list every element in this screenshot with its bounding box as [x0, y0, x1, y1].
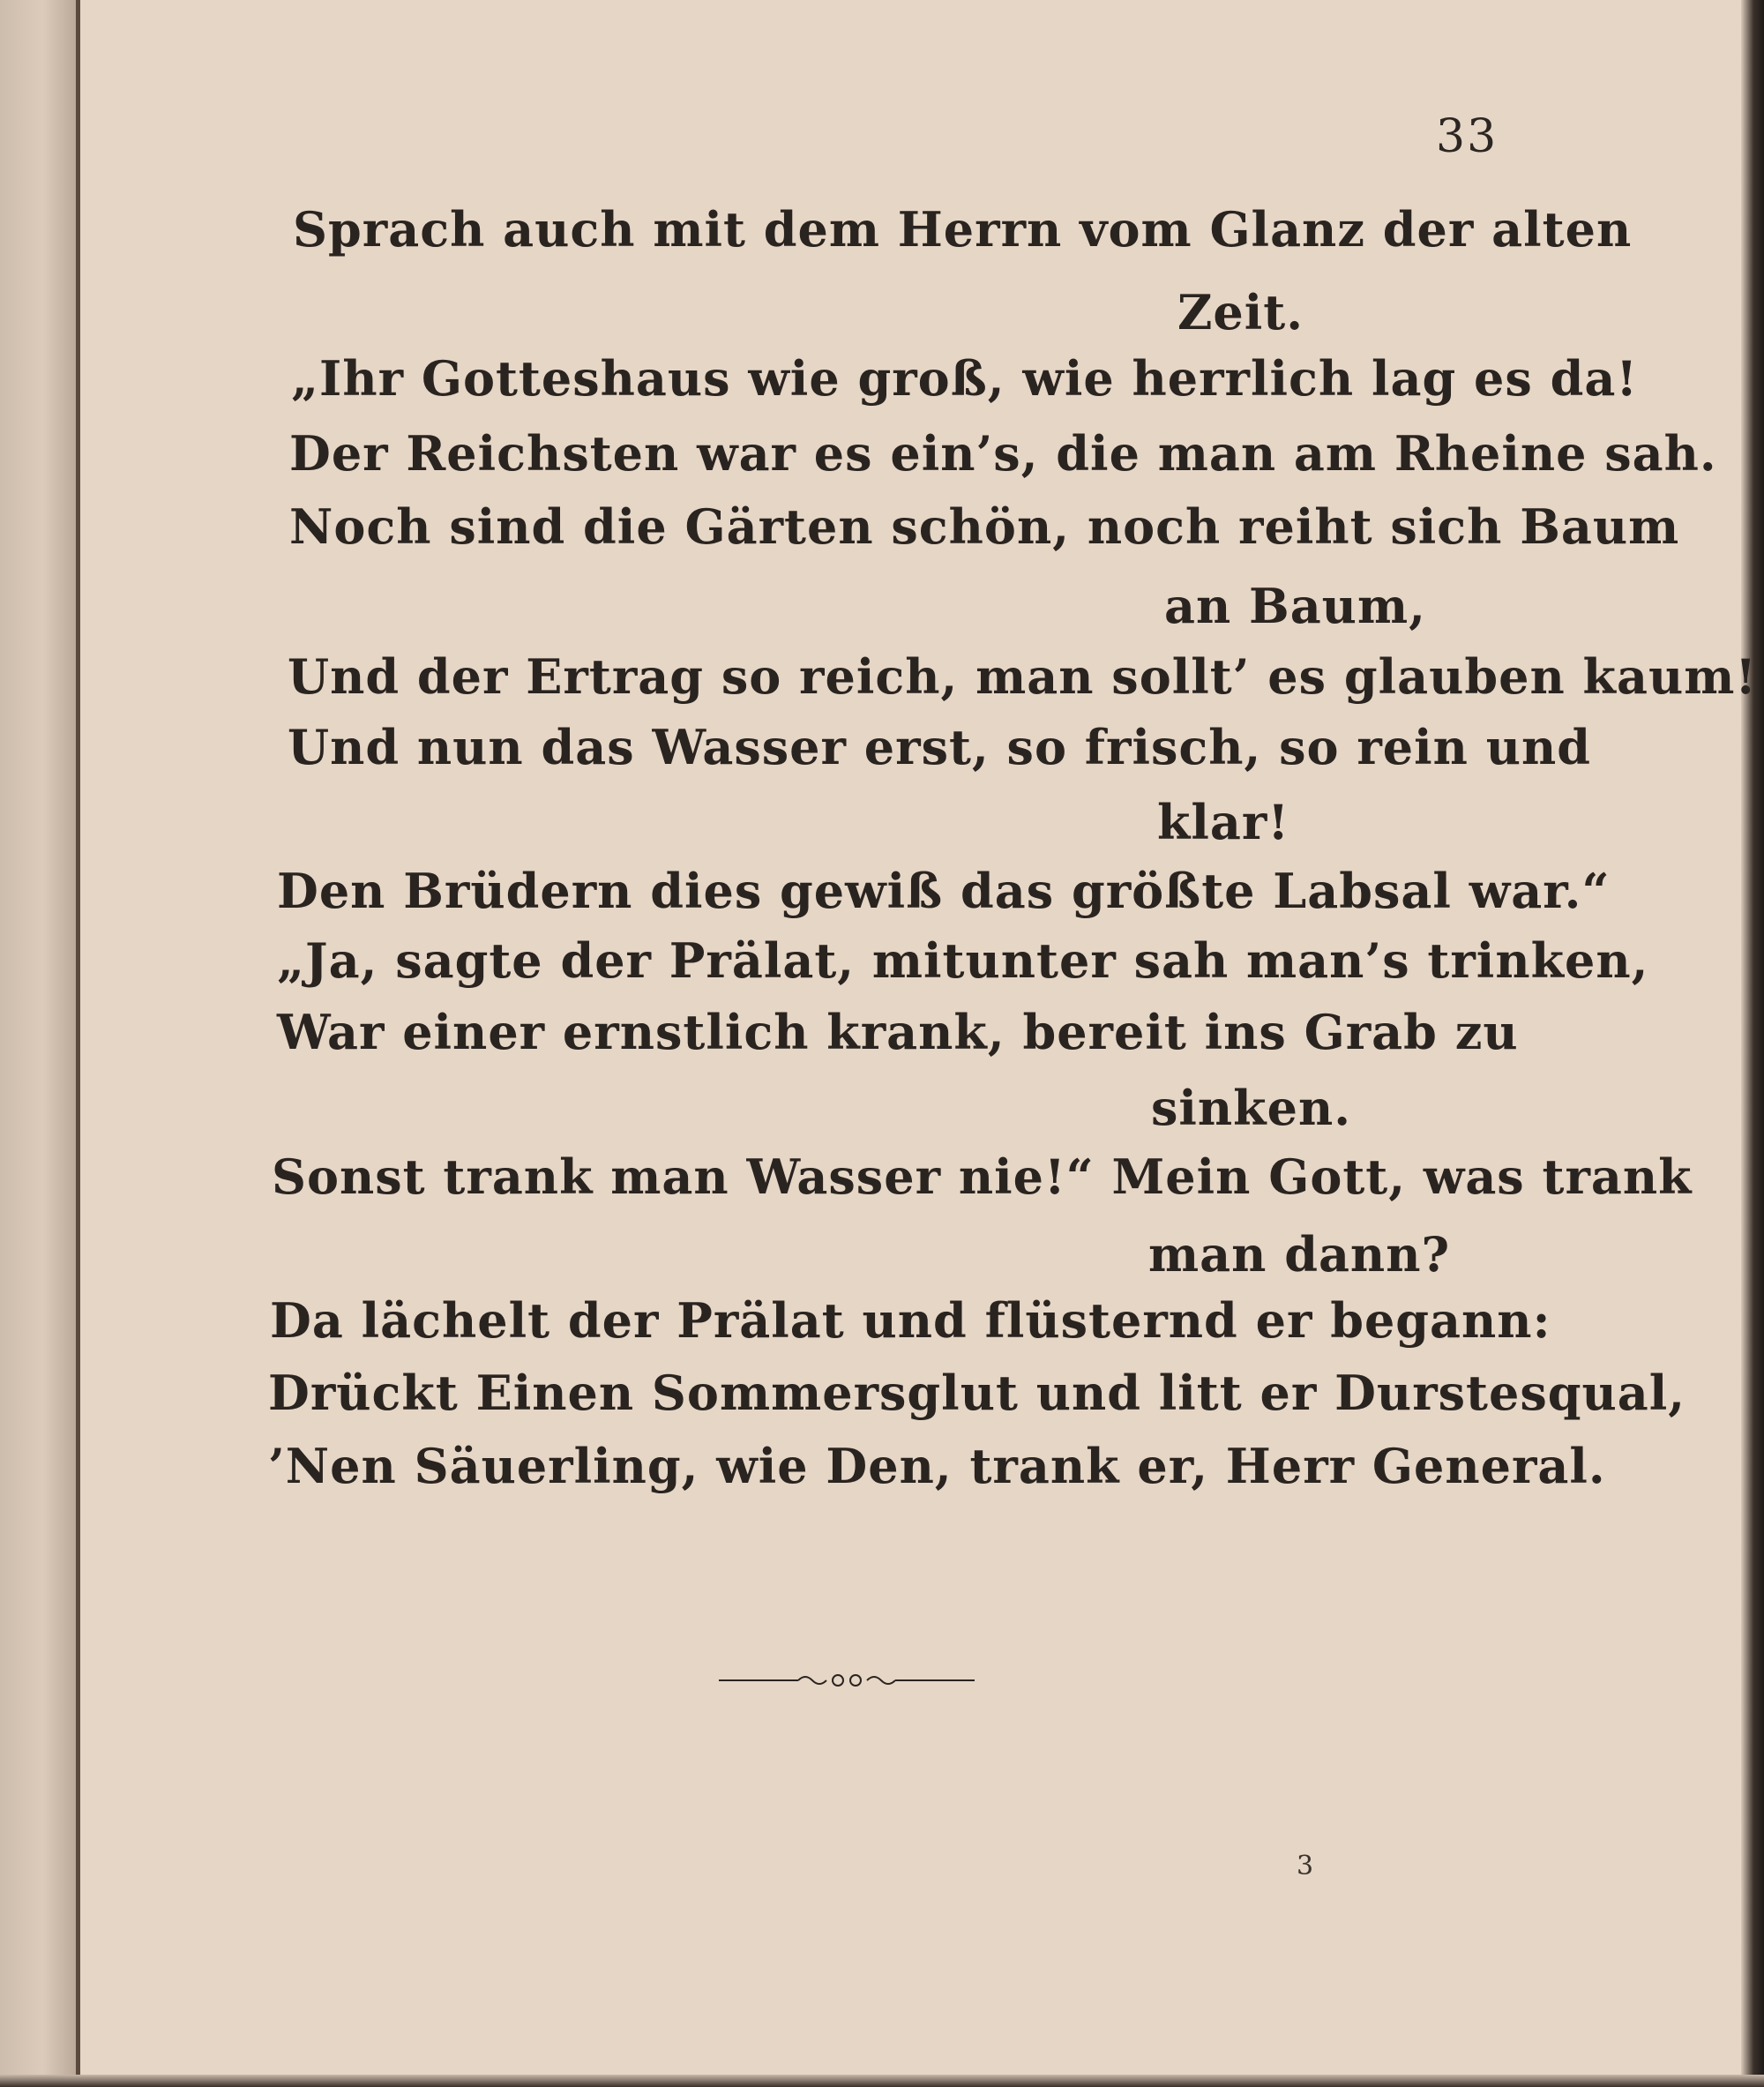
signature-mark: 3	[1297, 1851, 1314, 1881]
poem-line: „Ihr Gotteshaus wie groß, wie herrlich lag es da!	[291, 350, 1639, 407]
poem-line-continuation: man dann?	[1148, 1226, 1451, 1283]
page-bottom-edge	[0, 2075, 1764, 2087]
page-number: 33	[1436, 110, 1499, 163]
page-right-edge	[1741, 0, 1764, 2087]
poem-line: Sonst trank man Wasser nie!“ Mein Gott, was trank	[272, 1148, 1693, 1205]
poem-line-continuation: an Baum,	[1164, 578, 1426, 634]
poem-line: Noch sind die Gärten schön, noch reiht sich Baum	[289, 498, 1680, 555]
poem-line-continuation: klar!	[1157, 794, 1290, 850]
page-gutter	[76, 0, 80, 2087]
poem-line: Sprach auch mit dem Herrn vom Glanz der alten	[293, 201, 1633, 258]
poem-line: Und der Ertrag so reich, man sollt’ es glauben kaum!	[288, 648, 1758, 705]
poem-line: Der Reichsten war es ein’s, die man am Rheine sah.	[289, 425, 1717, 482]
poem-line: Und nun das Wasser erst, so frisch, so rein und	[288, 719, 1591, 775]
facing-page-edge	[0, 0, 78, 2087]
decorative-divider	[719, 1667, 975, 1694]
poem-line: Drückt Einen Sommersglut und litt er Durstesqual,	[268, 1365, 1686, 1421]
poem-line: ’Nen Säuerling, wie Den, trank er, Herr General.	[268, 1438, 1606, 1494]
poem-line-continuation: sinken.	[1151, 1080, 1352, 1136]
poem-line: „Ja, sagte der Prälat, mitunter sah man’s trinken,	[277, 932, 1649, 989]
poem-line: Den Brüdern dies gewiß das größte Labsal war.“	[277, 863, 1611, 919]
poem-line-continuation: Zeit.	[1177, 284, 1304, 340]
poem-line: Da lächelt der Prälat und flüsternd er begann:	[270, 1292, 1551, 1349]
poem-line: War einer ernstlich krank, bereit ins Grab zu	[277, 1004, 1519, 1060]
